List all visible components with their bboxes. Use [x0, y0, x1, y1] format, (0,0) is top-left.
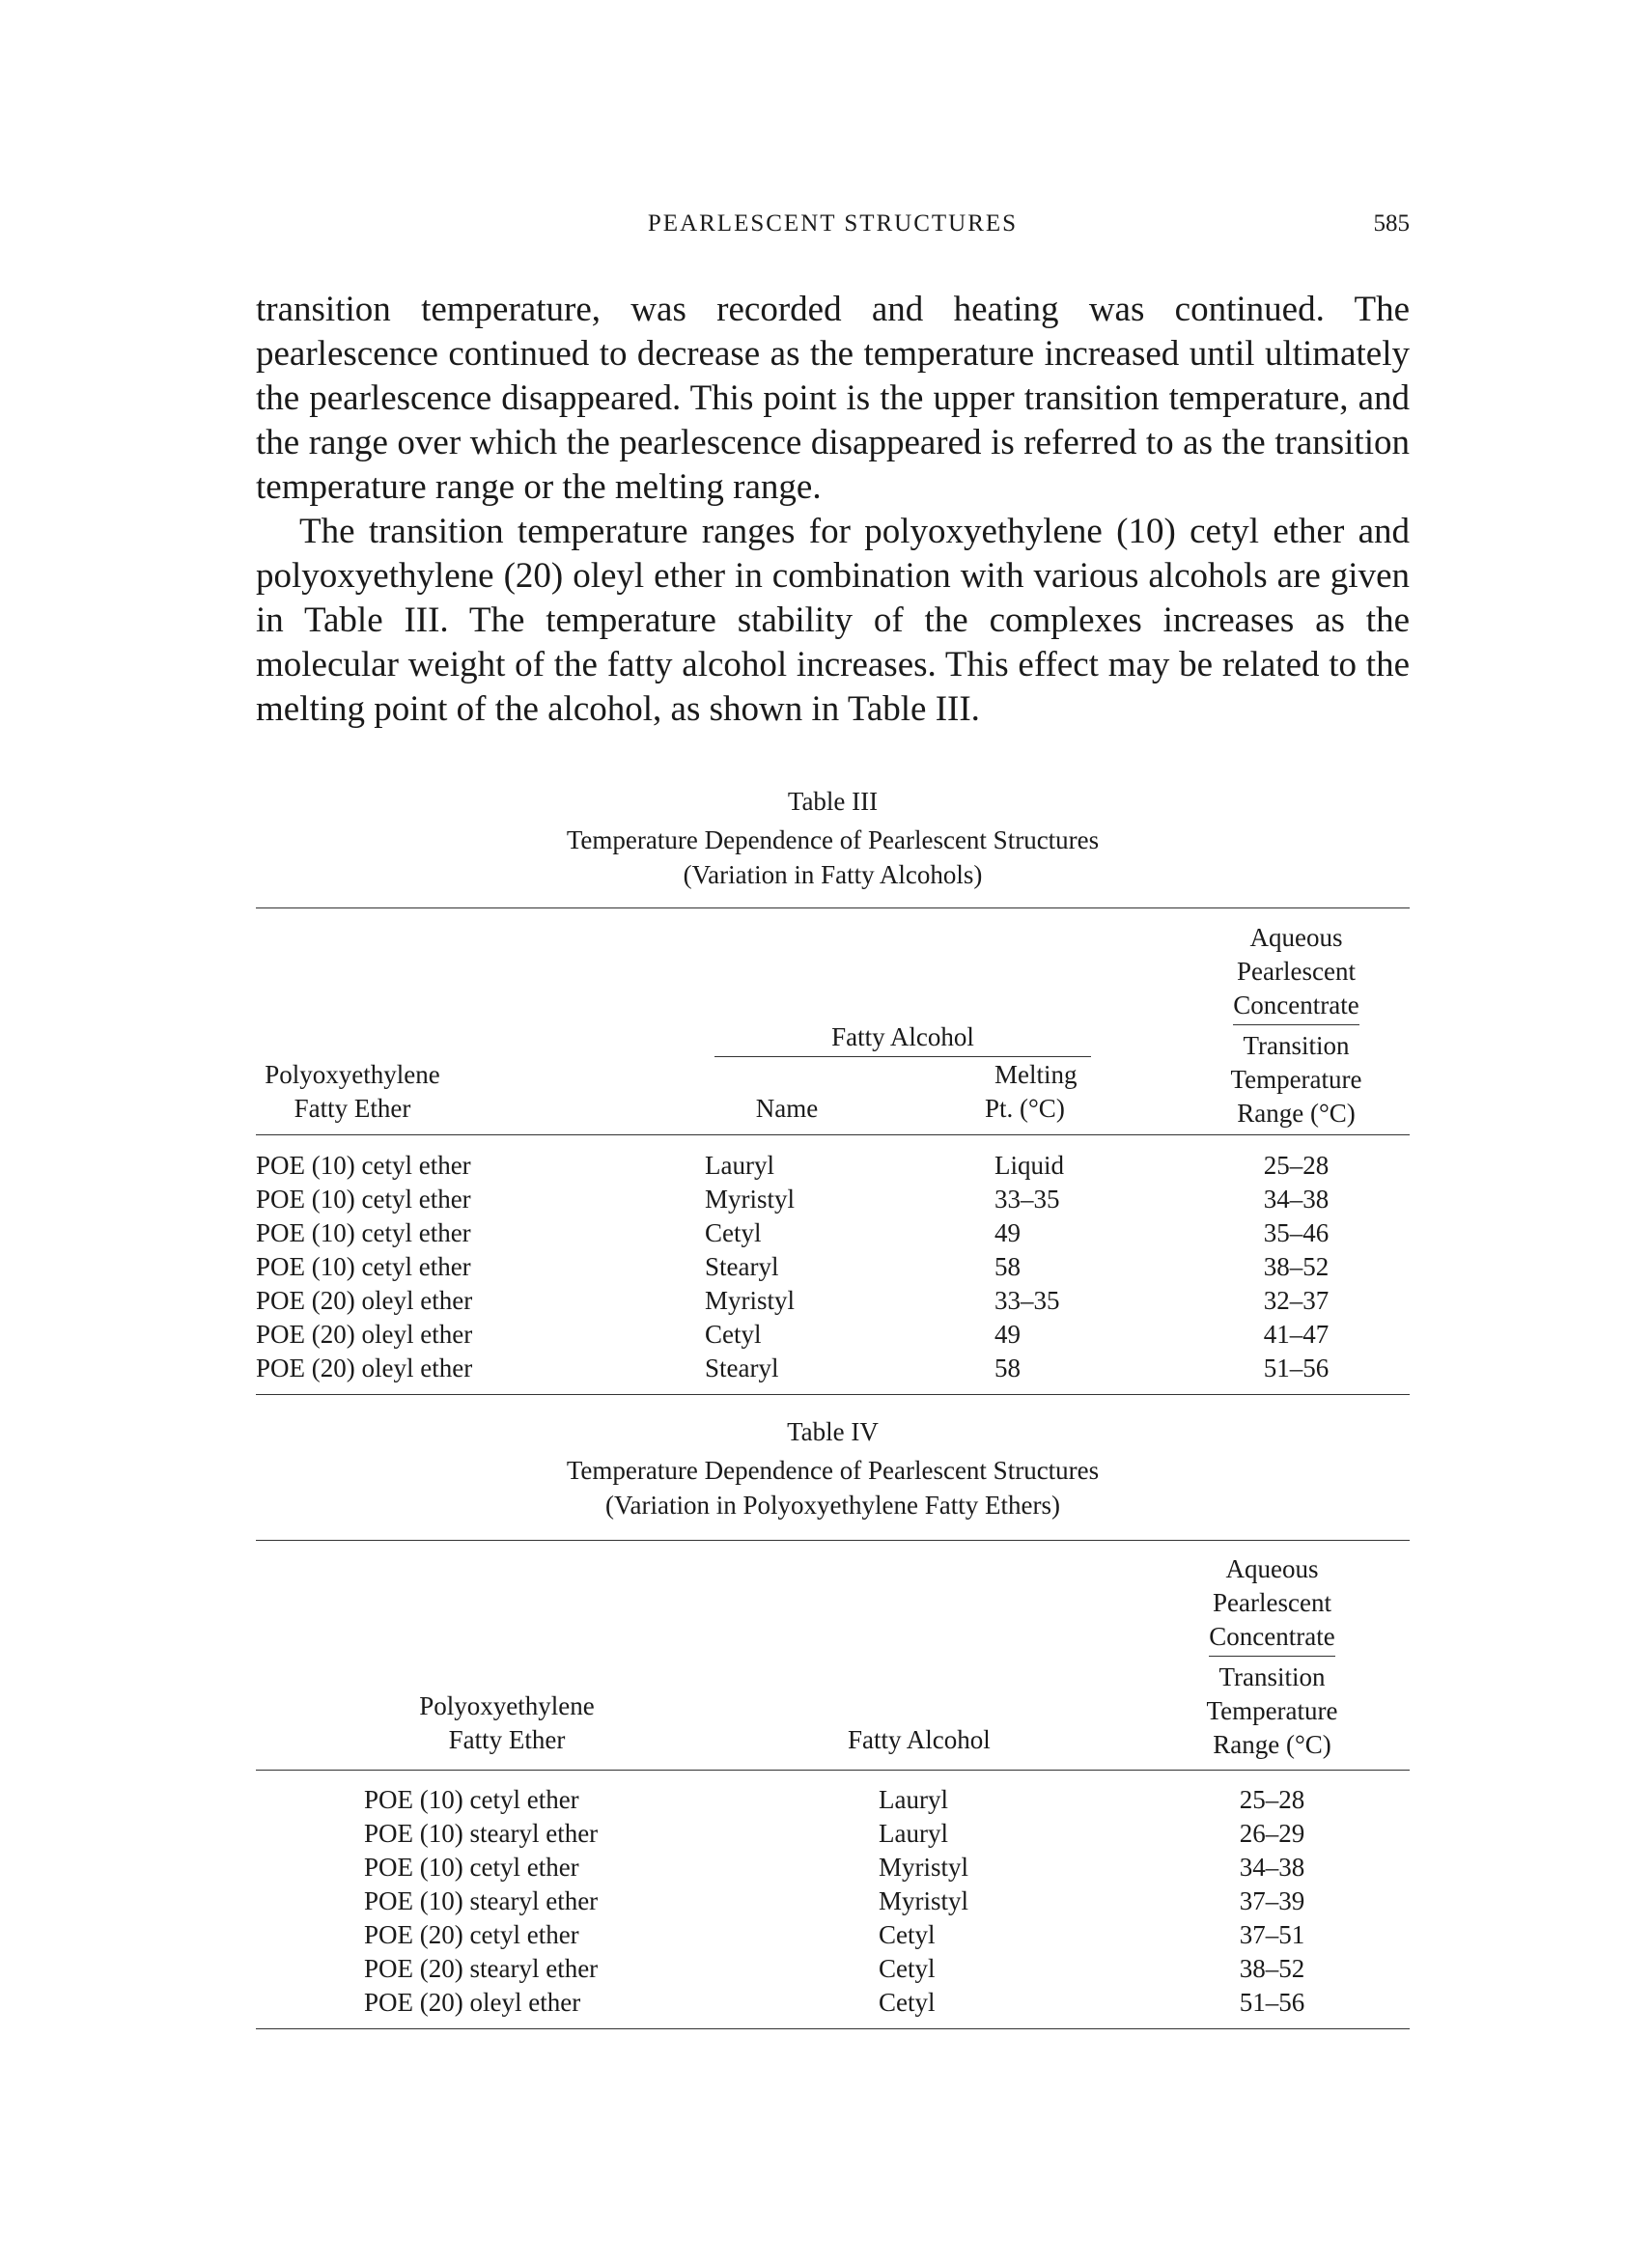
- table-bottom-rule: [256, 1394, 1410, 1395]
- cell-fatty-alcohol: Lauryl: [879, 1785, 948, 1814]
- cell-melting-point: 58: [994, 1252, 1021, 1281]
- cell-fatty-ether: POE (10) stearyl ether: [364, 1819, 599, 1848]
- table-header-rule: [256, 1770, 1410, 1771]
- cell-alcohol-name: Myristyl: [705, 1185, 796, 1214]
- cell-fatty-alcohol: Myristyl: [879, 1853, 969, 1882]
- cell-fatty-ether: POE (10) cetyl ether: [364, 1853, 579, 1882]
- table-top-rule: [256, 907, 1410, 908]
- cell-transition-range: 37–39: [1239, 1886, 1305, 1915]
- table-title: Temperature Dependence of Pearlescent Structures: [566, 825, 1100, 854]
- table-top-rule: [256, 1540, 1410, 1541]
- cell-melting-point: 33–35: [994, 1185, 1060, 1214]
- cell-melting-point: 58: [994, 1354, 1021, 1382]
- cell-melting-point: 49: [994, 1320, 1021, 1349]
- cell-transition-range: 26–29: [1239, 1819, 1305, 1848]
- cell-fatty-ether: POE (10) cetyl ether: [256, 1252, 471, 1281]
- header-concentrate: Aqueous Pearlescent Concentrate Transition Temperature Range (°C): [1230, 923, 1362, 1128]
- table-iii: [256, 784, 1410, 1402]
- cell-transition-range: 32–37: [1263, 1286, 1330, 1315]
- cell-alcohol-name: Lauryl: [705, 1151, 774, 1180]
- cell-alcohol-name: Cetyl: [705, 1218, 762, 1247]
- cell-alcohol-name: Stearyl: [705, 1354, 779, 1382]
- cell-alcohol-name: Myristyl: [705, 1286, 796, 1315]
- cell-alcohol-name: Stearyl: [705, 1252, 779, 1281]
- cell-transition-range: 38–52: [1263, 1252, 1330, 1281]
- cell-transition-range: 51–56: [1263, 1354, 1330, 1382]
- cell-transition-range: 34–38: [1263, 1185, 1330, 1214]
- table-bottom-rule: [256, 2028, 1410, 2029]
- table-subtitle: (Variation in Polyoxyethylene Fatty Ethers): [605, 1491, 1060, 1520]
- header-concentrate: Aqueous Pearlescent Concentrate Transition Temperature Range (°C): [1206, 1554, 1338, 1759]
- cell-fatty-alcohol: Myristyl: [879, 1886, 969, 1915]
- paragraph: transition temperature, was recorded and heating was continued. The pearlescence continued to decrease as the temperature increased until ultimately the pearlescence disappeared. This point is the upper transition temperature, and the range over which the pearlescence disappeared is referred to as the transition temperature range or the melting range.: [256, 290, 1410, 507]
- cell-melting-point: Liquid: [994, 1151, 1064, 1180]
- table-label: Table III: [787, 787, 879, 816]
- cell-transition-range: 25–28: [1263, 1151, 1330, 1180]
- table-title: Temperature Dependence of Pearlescent Structures: [566, 1456, 1100, 1485]
- table-subtitle: (Variation in Fatty Alcohols): [683, 860, 983, 889]
- header-fatty-alcohol: Fatty Alcohol: [848, 1725, 991, 1754]
- table-iv: [256, 1414, 1410, 2032]
- cell-fatty-alcohol: Lauryl: [879, 1819, 948, 1848]
- header-fatty-alcohol: Fatty Alcohol: [714, 1020, 1091, 1057]
- cell-fatty-ether: POE (10) cetyl ether: [256, 1185, 471, 1214]
- paragraph: The transition temperature ranges for polyoxyethylene (10) cetyl ether and polyoxyethylene (20) oleyl ether in combination with various alcohols are given in Table III. The temperature stability of the complexes increases as the molecular weight of the fatty alcohol increases. This effect may be related to the melting point of the alcohol, as shown in Table III.: [256, 512, 1410, 729]
- header-melting: Melting Pt. (°C): [985, 1060, 1078, 1123]
- cell-fatty-ether: POE (10) cetyl ether: [364, 1785, 579, 1814]
- cell-melting-point: 49: [994, 1218, 1021, 1247]
- running-title: PEARLESCENT STRUCTURES: [647, 210, 1019, 237]
- body-text: [256, 288, 1410, 732]
- cell-fatty-alcohol: Cetyl: [879, 1988, 936, 2017]
- cell-transition-range: 25–28: [1239, 1785, 1305, 1814]
- cell-transition-range: 35–46: [1263, 1218, 1330, 1247]
- cell-transition-range: 37–51: [1239, 1920, 1305, 1949]
- cell-fatty-ether: POE (10) cetyl ether: [256, 1151, 471, 1180]
- running-head: [256, 210, 1410, 249]
- cell-fatty-ether: POE (20) oleyl ether: [256, 1320, 473, 1349]
- cell-transition-range: 38–52: [1239, 1954, 1305, 1983]
- header-name: Name: [755, 1094, 819, 1123]
- header-fatty-ether: Polyoxyethylene Fatty Ether: [419, 1691, 595, 1754]
- cell-fatty-ether: POE (20) stearyl ether: [364, 1954, 599, 1983]
- cell-fatty-ether: POE (20) cetyl ether: [364, 1920, 579, 1949]
- cell-fatty-alcohol: Cetyl: [879, 1920, 936, 1949]
- page-number: 585: [1373, 210, 1410, 237]
- cell-fatty-ether: POE (20) oleyl ether: [256, 1286, 473, 1315]
- cell-transition-range: 34–38: [1239, 1853, 1305, 1882]
- cell-alcohol-name: Cetyl: [705, 1320, 762, 1349]
- cell-fatty-ether: POE (10) stearyl ether: [364, 1886, 599, 1915]
- cell-transition-range: 41–47: [1263, 1320, 1330, 1349]
- table-header-rule: [256, 1134, 1410, 1135]
- cell-melting-point: 33–35: [994, 1286, 1060, 1315]
- cell-fatty-ether: POE (10) cetyl ether: [256, 1218, 471, 1247]
- cell-fatty-alcohol: Cetyl: [879, 1954, 936, 1983]
- cell-fatty-ether: POE (20) oleyl ether: [256, 1354, 473, 1382]
- cell-fatty-ether: POE (20) oleyl ether: [364, 1988, 581, 2017]
- cell-transition-range: 51–56: [1239, 1988, 1305, 2017]
- table-label: Table IV: [787, 1417, 879, 1446]
- header-fatty-ether: Polyoxyethylene Fatty Ether: [265, 1060, 440, 1123]
